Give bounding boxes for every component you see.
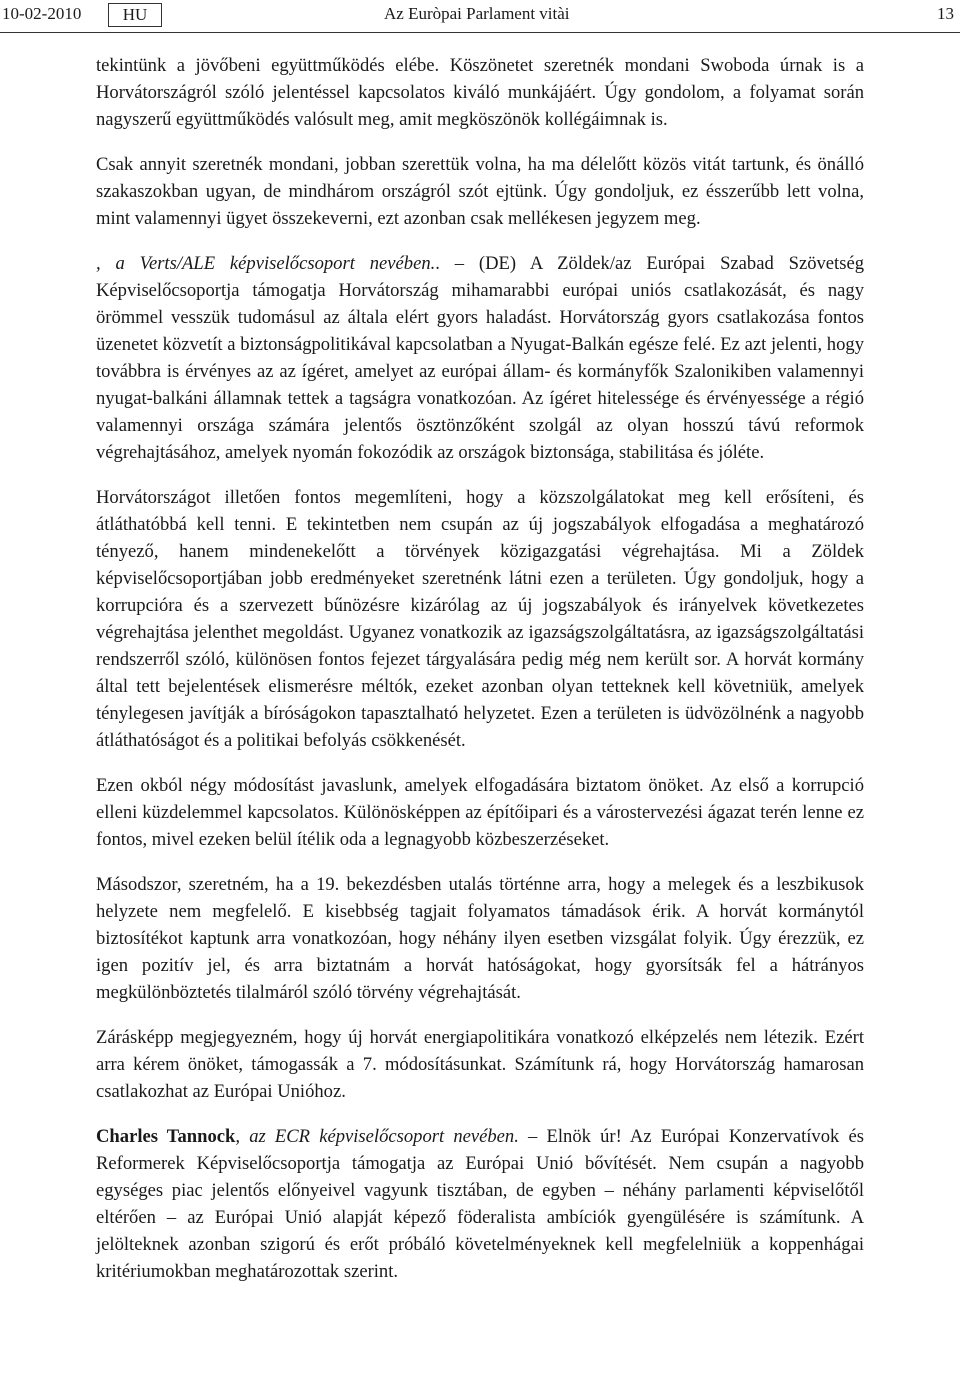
paragraph-4: Horvátországot illetően fontos megemlíteni, hogy a közszolgálatokat meg kell erősíteni, és átláthatóbbá kell tenni. E tekintetben nem csupán az új jogszabályok elfogadása a meghatározó tényező, hanem mindenekelőtt a törvények közigazgatási végrehajtása. Mi a Zöldek képviselőcsoportjában jobb eredményeket szeretnénk látni ezen a területen. Úgy gondoljuk, hogy a korrupcióra és a szervezett bűnözésre kizárólag az új jogszabályok és irányelvek következetes végrehajtása jelenthet megoldást. Ugyanez vonatkozik az igazságszolgáltatásra, az igazságszolgáltatási rendszerről szóló, különösen fontos fejezet tárgyalására pedig még nem került sor. A horvát kormány által tett bejelentések elismerésre méltók, ezeket azonban olyan tetteknek kell követniük, amelyek ténylegesen javítják a bíróságokon tapasztalható helyzetet. Ezen a területen is üdvözölnénk a nagyobb átláthatóságot és a politikai befolyás csökkenését. [96, 487, 864, 751]
journal-title: Az Euròpai Parlament vitài [384, 4, 570, 23]
language-badge: HU [108, 3, 162, 27]
paragraph-3 [96, 250, 864, 466]
page-header [0, 0, 960, 33]
speaker-role: , az ECR képviselőcsoport nevében. [235, 1126, 519, 1147]
paragraph-1: tekintünk a jövőbeni együttműködés elébe. Köszönetet szeretnék mondani Swoboda úrnak is a Horvátországról szóló jelentéssel kapcsolatos kiváló munkájáért. Úgy gondolom, a folyamat során nagyszerű együttműködés valósult meg, amit megköszönök kollégáimnak is. [96, 55, 864, 130]
paragraph-8-text: – Elnök úr! Az Európai Konzervatívok és Reformerek Képviselőcsoportja támogatja az Európai Unió bővítését. Nem csupán a nagyobb egységes piac jelentős előnyeivel vagyunk tisztában, de egyben – néhány parlamenti képviselőtől eltérően – az Európai Unió alapját képező föderalista ambíciók gyengülésére is számítunk. A jelölteknek azonban szigorú és erőt próbáló követelményeknek kell megfelelniük a koppenhágai kritériumokban meghatározottak szerint. [96, 1126, 864, 1282]
paragraph-5: Ezen okból négy módosítást javaslunk, amelyek elfogadására biztatom önöket. Az első a korrupció elleni küzdelemmel kapcsolatos. Különösképpen az építőipari és a várostervezési ágazat terén lenne ez fontos, mivel ezeken belül ítélik oda a legnagyobb közbeszerzéseket. [96, 775, 864, 850]
header-date: 10-02-2010 [2, 4, 82, 23]
paragraph-3-text: . – (DE) A Zöldek/az Európai Szabad Szövetség Képviselőcsoportja támogatja Horvátország mihamarabbi európai uniós csatlakozását, és nagy örömmel vesszük tudomásul az általa elért gyors haladást. Horvátország gyors csatlakozása fontos üzenetet közvetít a biztonságpolitikával kapcsolatban a Nyugat-Balkán egésze felé. Ez azt jelenti, hogy továbbra is érvényes az az ígéret, amelyet az európai állam- és kormányfők Szalonikiben valamennyi nyugat-balkáni államnak tettek a tagságra vonatkozóan. Az ígéret hitelessége és érvényessége a régió valamennyi országa számára jelentős ösztönzőként szolgál az olyan hosszú távú reformok végrehajtásához, amelyek nyomán fokozódik az országok biztonsága, stabilitása és jóléte. [96, 253, 864, 463]
speaker-role: , a Verts/ALE képviselőcsoport nevében. [96, 253, 436, 274]
page-number: 13 [937, 4, 954, 23]
paragraph-7: Zárásképp megjegyezném, hogy új horvát energiapolitikára vonatkozó elképzelés nem létezik. Ezért arra kérem önöket, támogassák a 7. módosításunkat. Számítunk rá, hogy Horvátország hamarosan csatlakozhat az Európai Unióhoz. [96, 1027, 864, 1102]
paragraph-6: Másodszor, szeretném, ha a 19. bekezdésben utalás történne arra, hogy a melegek és a leszbikusok helyzete nem megfelelő. E kisebbség tagjait folyamatos támadások érik. A horvát kormánytól biztosítékot kaptunk arra vonatkozóan, hogy néhány ilyen esetben vizsgálat folyik. Úgy érezzük, ez igen pozitív jel, és arra biztatnám a horvát hatóságokat, hogy gyorsítsák fel a hátrányos megkülönböztetés tilalmáról szóló törvény végrehajtását. [96, 874, 864, 1003]
speaker-name: Charles Tannock [96, 1126, 236, 1147]
document-body [96, 52, 864, 1303]
paragraph-2: Csak annyit szeretnék mondani, jobban szerettük volna, ha ma délelőtt közös vitát tartunk, és önálló szakaszokban ugyan, de mindhárom országról szót ejtünk. Úgy gondoljuk, ez ésszerűbb lett volna, mint valamennyi ügyet összekeverni, ezt azonban csak mellékesen jegyzem meg. [96, 154, 864, 229]
paragraph-8 [96, 1123, 864, 1285]
